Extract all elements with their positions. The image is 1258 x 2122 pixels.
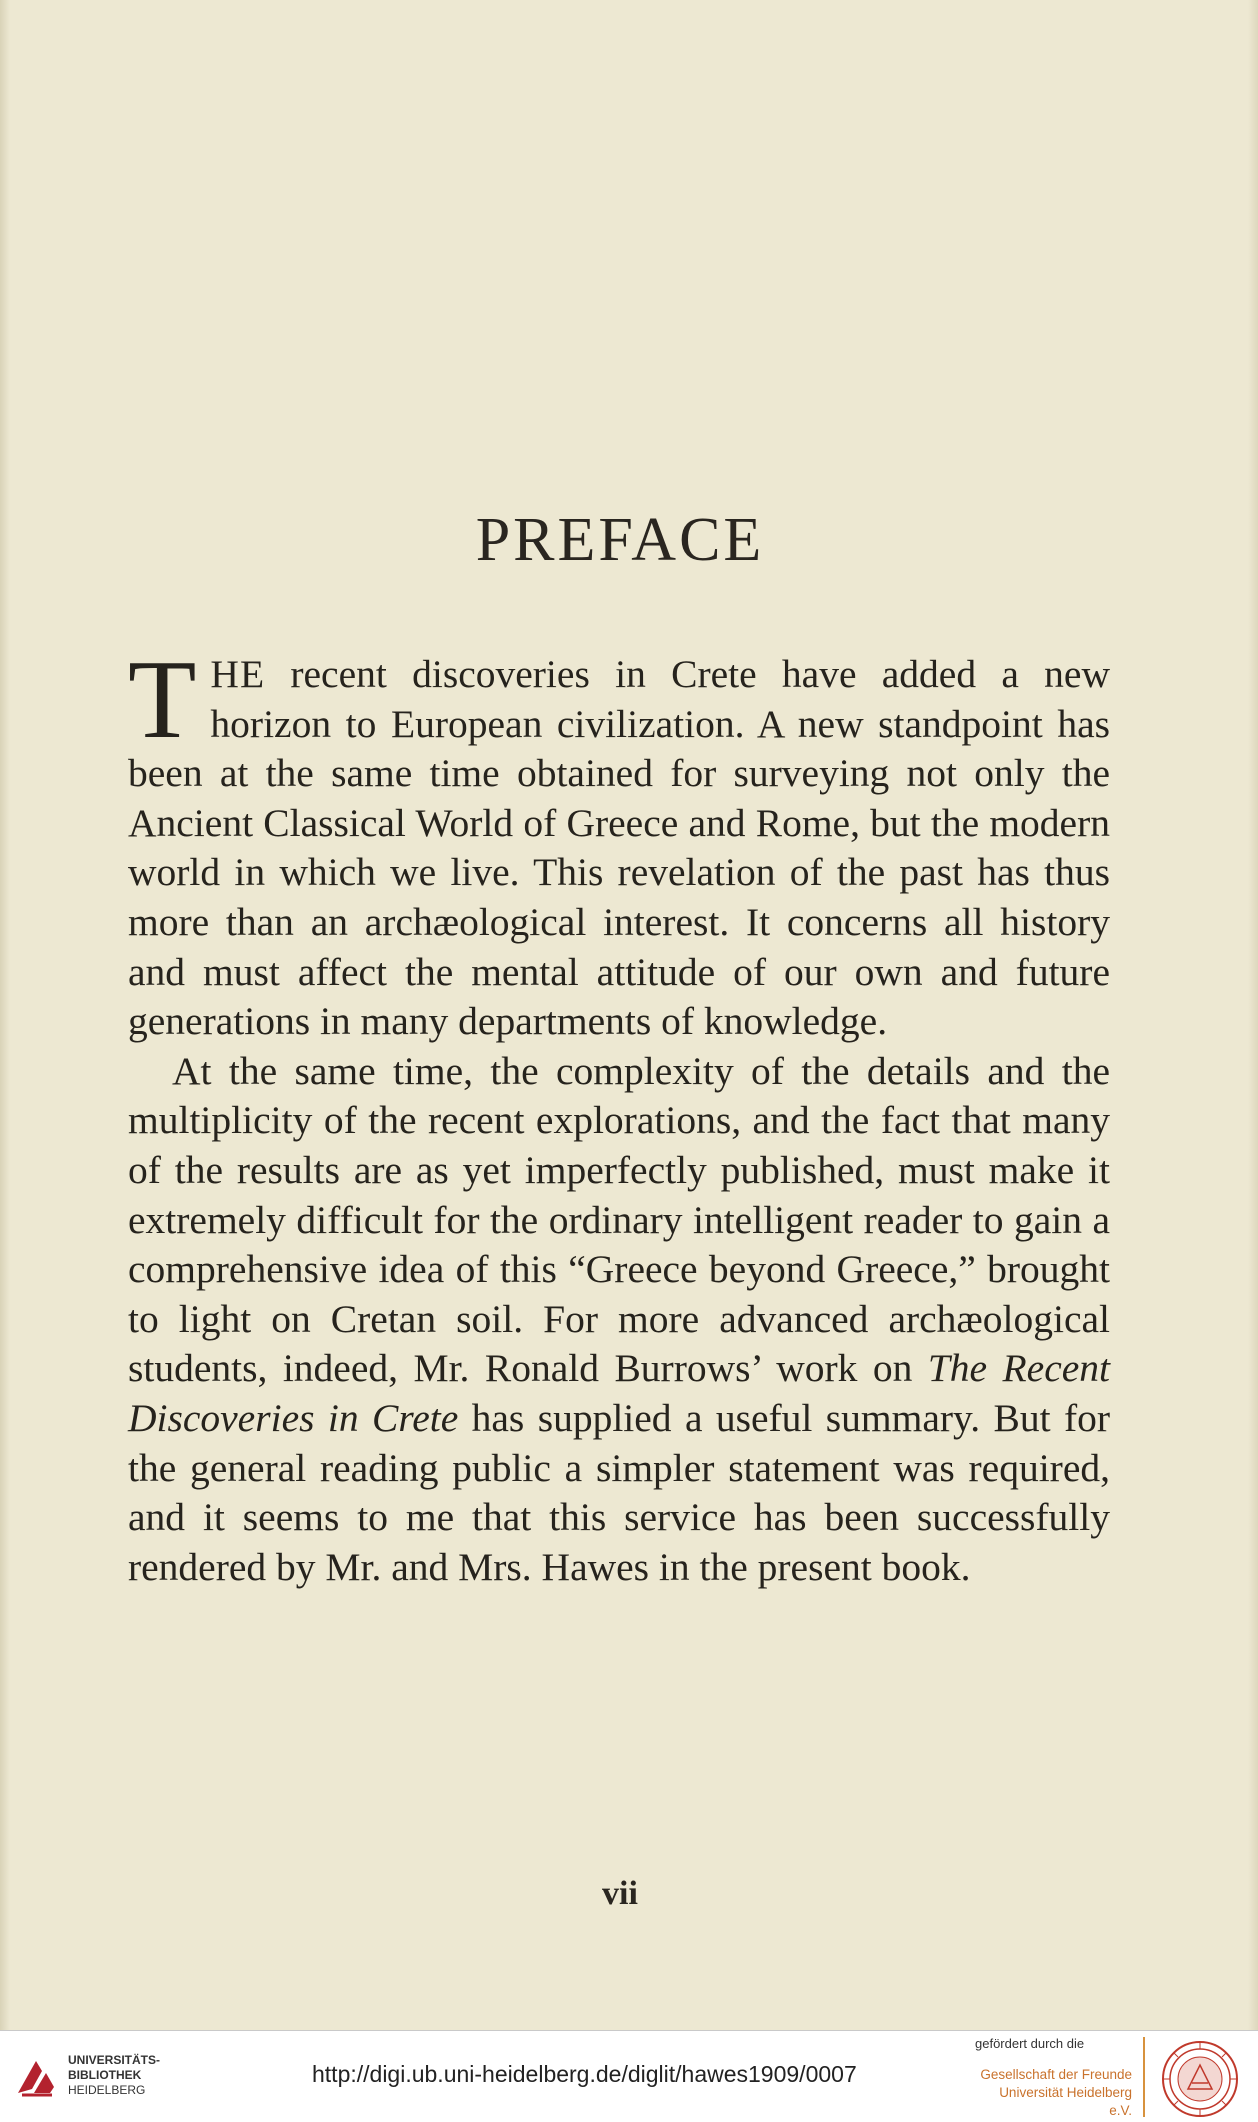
book-title-italic: The Recent Discoveries in Crete xyxy=(128,1346,1110,1440)
digitization-footer xyxy=(0,2030,1258,2122)
funded-by-label: gefördert durch die xyxy=(975,2036,1085,2051)
paragraph-1-text: recent discoveries in Crete have added a new horizon to European civilization. A new standpoint has been at the same time obtained for surveying not only the Ancient Classical World of Greece and Rome, but the modern world in which we live. This revelation of the past has thus more than an archæological interest. It concerns all history and must affect the mental attitude of our own and future generations in many departments of knowledge. xyxy=(128,652,1110,1044)
permalink-url[interactable]: http://digi.ub.uni-heidelberg.de/diglit/hawes1909/0007 xyxy=(312,2061,857,2087)
ub-heidelberg-logo-icon xyxy=(12,2053,60,2101)
paragraph-2-text-b: has supplied a useful summary. But for the general reading public a simpler statement was required, and it seems to me that this service has been successfully rendered by Mr. and Mrs. Hawes in the present book. xyxy=(128,1395,1111,1589)
library-name xyxy=(68,2053,160,2098)
library-name-line-3: HEIDELBERG xyxy=(68,2083,146,2097)
university-seal-icon xyxy=(1160,2039,1240,2119)
page-left-edge xyxy=(0,0,10,2030)
footer-divider xyxy=(1143,2037,1145,2117)
library-name-line-1: UNIVERSITÄTS- xyxy=(68,2053,161,2067)
library-name-line-2: BIBLIOTHEK xyxy=(68,2068,142,2082)
society-line-2: Universität Heidelberg e.V. xyxy=(999,2085,1132,2118)
paragraph-2-text-a: At the same time, the complexity of the details and the multiplicity of the recent explorations, and the fact that many of the results are as yet imperfectly published, must make it extremely difficult for the ordinary intelligent reader to gain a comprehensive idea of this “Greece beyond Greece,” brought to light on Cretan soil. For more advanced archæological students, indeed, Mr. Ronald Burrows’ work on xyxy=(128,1048,1110,1391)
page-right-edge xyxy=(1248,0,1258,2030)
preface-body xyxy=(128,638,1111,1592)
drop-capital: T xyxy=(128,638,197,762)
society-name xyxy=(975,2066,1132,2120)
page-number: vii xyxy=(602,1875,638,1912)
society-line-1: Gesellschaft der Freunde xyxy=(980,2067,1132,2082)
paragraph-1-lead: HE xyxy=(210,652,266,696)
page-title: PREFACE xyxy=(475,506,765,574)
paragraph-1 xyxy=(128,638,1110,1047)
paragraph-2 xyxy=(128,1047,1110,1593)
